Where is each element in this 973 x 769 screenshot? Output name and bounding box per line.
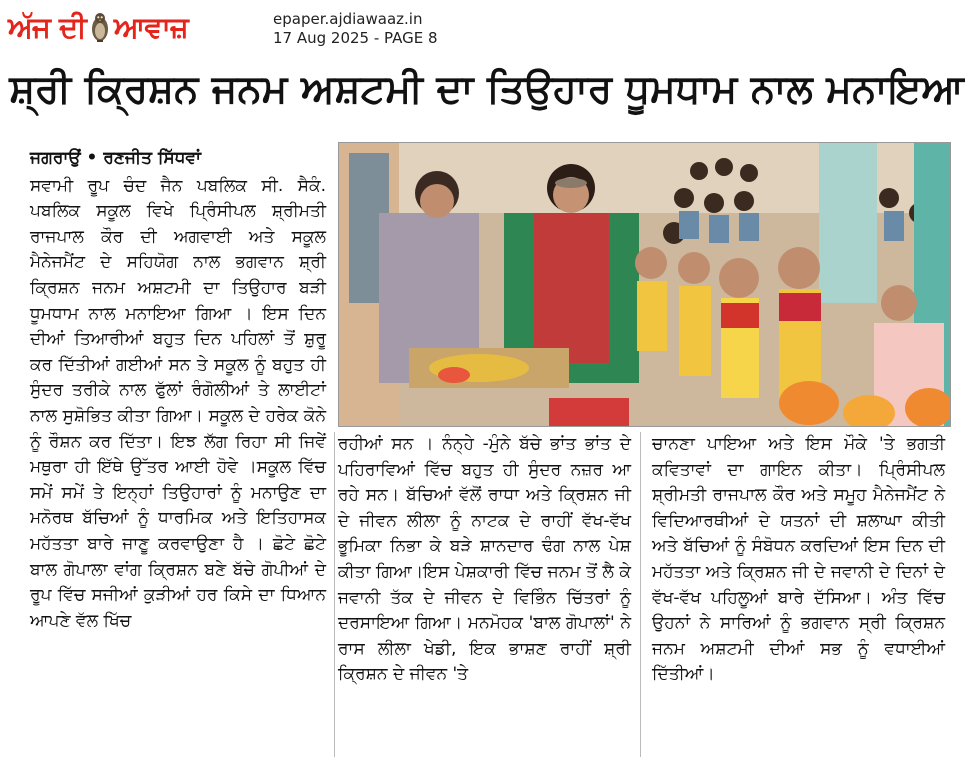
article-headline: ਸ਼੍ਰੀ ਕ੍ਰਿਸ਼ਨ ਜਨਮ ਅਸ਼ਟਮੀ ਦਾ ਤਿਉਹਾਰ ਧੂਮਧਾਮ ਨਾਲ ਮਨਾਇਆ: [9, 67, 964, 112]
column-divider: [640, 432, 641, 757]
masthead: [8, 8, 438, 58]
bird-icon: [88, 10, 112, 44]
byline: ਜਗਰਾਉਂ • ਰਣਜੀਤ ਸਿੱਧਵਾਂ: [30, 148, 201, 168]
paper-info: [273, 10, 438, 48]
logo-word-left: ਅੱਜ ਦੀ: [8, 10, 86, 44]
column-3-text: ਚਾਨਣਾ ਪਾਇਆ ਅਤੇ ਇਸ ਮੌਕੇ 'ਤੇ ਭਗਤੀ ਕਵਿਤਾਵਾਂ ਦਾ ਗਾਇਨ ਕੀਤਾ। ਪ੍ਰਿੰਸੀਪਲ ਸ਼੍ਰੀਮਤੀ ਰਾਜਪਾਲ ਕੌਰ ਅਤੇ ਸਮੂਹ ਮੈਨੇਜਮੈਂਟ ਨੇ ਵਿਦਿਆਰਥੀਆਂ ਦੇ ਯਤਨਾਂ ਦੀ ਸ਼ਲਾਘਾ ਕੀਤੀ ਅਤੇ ਬੱਚਿਆਂ ਨੂੰ ਸੰਬੋਧਨ ਕਰਦਿਆਂ ਇਸ ਦਿਨ ਦੀ ਮਹੱਤਤਾ ਅਤੇ ਕ੍ਰਿਸ਼ਨ ਜੀ ਦੇ ਜਵਾਨੀ ਦੇ ਦਿਨਾਂ ਦੇ ਵੱਖ-ਵੱਖ ਪਹਿਲੂਆਂ ਬਾਰੇ ਦੱਸਿਆ। ਅੰਤ ਵਿੱਚ ਉਹਨਾਂ ਨੇ ਸਾਰਿਆਂ ਨੂੰ ਭਗਵਾਨ ਸ੍ਰੀ ਕ੍ਰਿਸ਼ਨ ਜਨਮ ਅਸ਼ਟਮੀ ਦੀਆਂ ਸਭ ਨੂੰ ਵਧਾਈਆਂ ਦਿੱਤੀਆਂ।: [652, 434, 945, 685]
article-column-1: [30, 146, 326, 634]
logo-word-right: ਆਵਾਜ਼: [113, 10, 188, 44]
newspaper-logo[interactable]: [8, 10, 188, 44]
site-url[interactable]: epaper.ajdiawaaz.in: [273, 10, 423, 28]
date-page: 17 Aug 2025 - PAGE 8: [273, 29, 438, 47]
column-divider: [334, 432, 335, 757]
column-2-text: ਰਹੀਆਂ ਸਨ । ਨੰਨ੍ਹੇ -ਮੁੰਨੇ ਬੱਚੇ ਭਾਂਤ ਭਾਂਤ ਦੇ ਪਹਿਰਾਵਿਆਂ ਵਿੱਚ ਬਹੁਤ ਹੀ ਸੁੰਦਰ ਨਜ਼ਰ ਆ ਰਹੇ ਸਨ। ਬੱਚਿਆਂ ਵੱਲੋਂ ਰਾਧਾ ਅਤੇ ਕ੍ਰਿਸ਼ਨ ਜੀ ਦੇ ਜੀਵਨ ਲੀਲਾ ਨੂੰ ਨਾਟਕ ਦੇ ਰਾਹੀਂ ਵੱਖ-ਵੱਖ ਭੂਮਿਕਾ ਨਿਭਾ ਕੇ ਬੜੇ ਸ਼ਾਨਦਾਰ ਢੰਗ ਨਾਲ ਪੇਸ਼ ਕੀਤਾ ਗਿਆ।ਇਸ ਪੇਸ਼ਕਾਰੀ ਵਿੱਚ ਜਨਮ ਤੋਂ ਲੈ ਕੇ ਜਵਾਨੀ ਤੱਕ ਦੇ ਜੀਵਨ ਦੇ ਵਿਭਿੰਨ ਚਿੱਤਰਾਂ ਨੂੰ ਦਰਸਾਇਆ ਗਿਆ। ਮਨਮੋਹਕ 'ਬਾਲ ਗੋਪਾਲਾਂ' ਨੇ ਰਾਸ ਲੀਲਾ ਖੇਡੀ, ਇਕ ਭਾਸ਼ਣ ਰਾਹੀਂ ਸ਼੍ਰੀ ਕ੍ਰਿਸ਼ਨ ਦੇ ਜੀਵਨ 'ਤੇ: [338, 434, 631, 685]
article-column-3: [652, 432, 945, 688]
article-column-2: [338, 432, 631, 688]
column-1-text: ਸਵਾਮੀ ਰੂਪ ਚੰਦ ਜੈਨ ਪਬਲਿਕ ਸੀ. ਸੈਕੰ. ਪਬਲਿਕ ਸਕੂਲ ਵਿਖੇ ਪ੍ਰਿੰਸੀਪਲ ਸ਼੍ਰੀਮਤੀ ਰਾਜਪਾਲ ਕੌਰ ਦੀ ਅਗਵਾਈ ਅਤੇ ਸਕੂਲ ਮੈਨੇਜਮੈਂਟ ਦੇ ਸਹਿਯੋਗ ਨਾਲ ਭਗਵਾਨ ਸ਼੍ਰੀ ਕ੍ਰਿਸ਼ਨ ਜਨਮ ਅਸ਼ਟਮੀ ਦਾ ਤਿਉਹਾਰ ਬੜੀ ਧੂਮਧਾਮ ਨਾਲ ਮਨਾਇਆ ਗਿਆ । ਇਸ ਦਿਨ ਦੀਆਂ ਤਿਆਰੀਆਂ ਬਹੁਤ ਦਿਨ ਪਹਿਲਾਂ ਤੋਂ ਸ਼ੁਰੂ ਕਰ ਦਿੱਤੀਆਂ ਗਈਆਂ ਸਨ ਤੇ ਸਕੂਲ ਨੂੰ ਬਹੁਤ ਹੀ ਸੁੰਦਰ ਤਰੀਕੇ ਨਾਲ ਫੁੱਲਾਂ ਰੰਗੋਲੀਆਂ ਤੇ ਲਾਈਟਾਂ ਨਾਲ ਸੁਸ਼ੋਭਿਤ ਕੀਤਾ ਗਿਆ। ਸਕੂਲ ਦੇ ਹਰੇਕ ਕੋਨੇ ਨੂੰ ਰੌਸ਼ਨ ਕਰ ਦਿੱਤਾ। ਇਝ ਲੱਗ ਰਿਹਾ ਸੀ ਜਿਵੇਂ ਮਥੁਰਾ ਹੀ ਇੱਥੇ ਉੱਤਰ ਆਈ ਹੋਵੇ ।ਸਕੂਲ ਵਿੱਚ ਸਮੇਂ ਸਮੇਂ ਤੇ ਇਨ੍ਹਾਂ ਤਿਉਹਾਰਾਂ ਨੂੰ ਮਨਾਉਣ ਦਾ ਮਨੋਰਥ ਬੱਚਿਆਂ ਨੂੰ ਧਾਰਮਿਕ ਅਤੇ ਇਤਿਹਾਸਕ ਮਹੱਤਤਾ ਬਾਰੇ ਜਾਣੂ ਕਰਵਾਉਣਾ ਹੈ । ਛੋਟੇ ਛੋਟੇ ਬਾਲ ਗੋਪਾਲਾ ਵਾਂਗ ਕ੍ਰਿਸ਼ਨ ਬਣੇ ਬੱਚੇ ਗੋਪੀਆਂ ਦੇ ਰੂਪ ਵਿੱਚ ਸਜੀਆਂ ਕੁੜੀਆਂ ਹਰ ਕਿਸੇ ਦਾ ਧਿਆਨ ਆਪਣੇ ਵੱਲ ਖਿੱਚ: [30, 175, 326, 631]
article-photo: [338, 142, 951, 427]
